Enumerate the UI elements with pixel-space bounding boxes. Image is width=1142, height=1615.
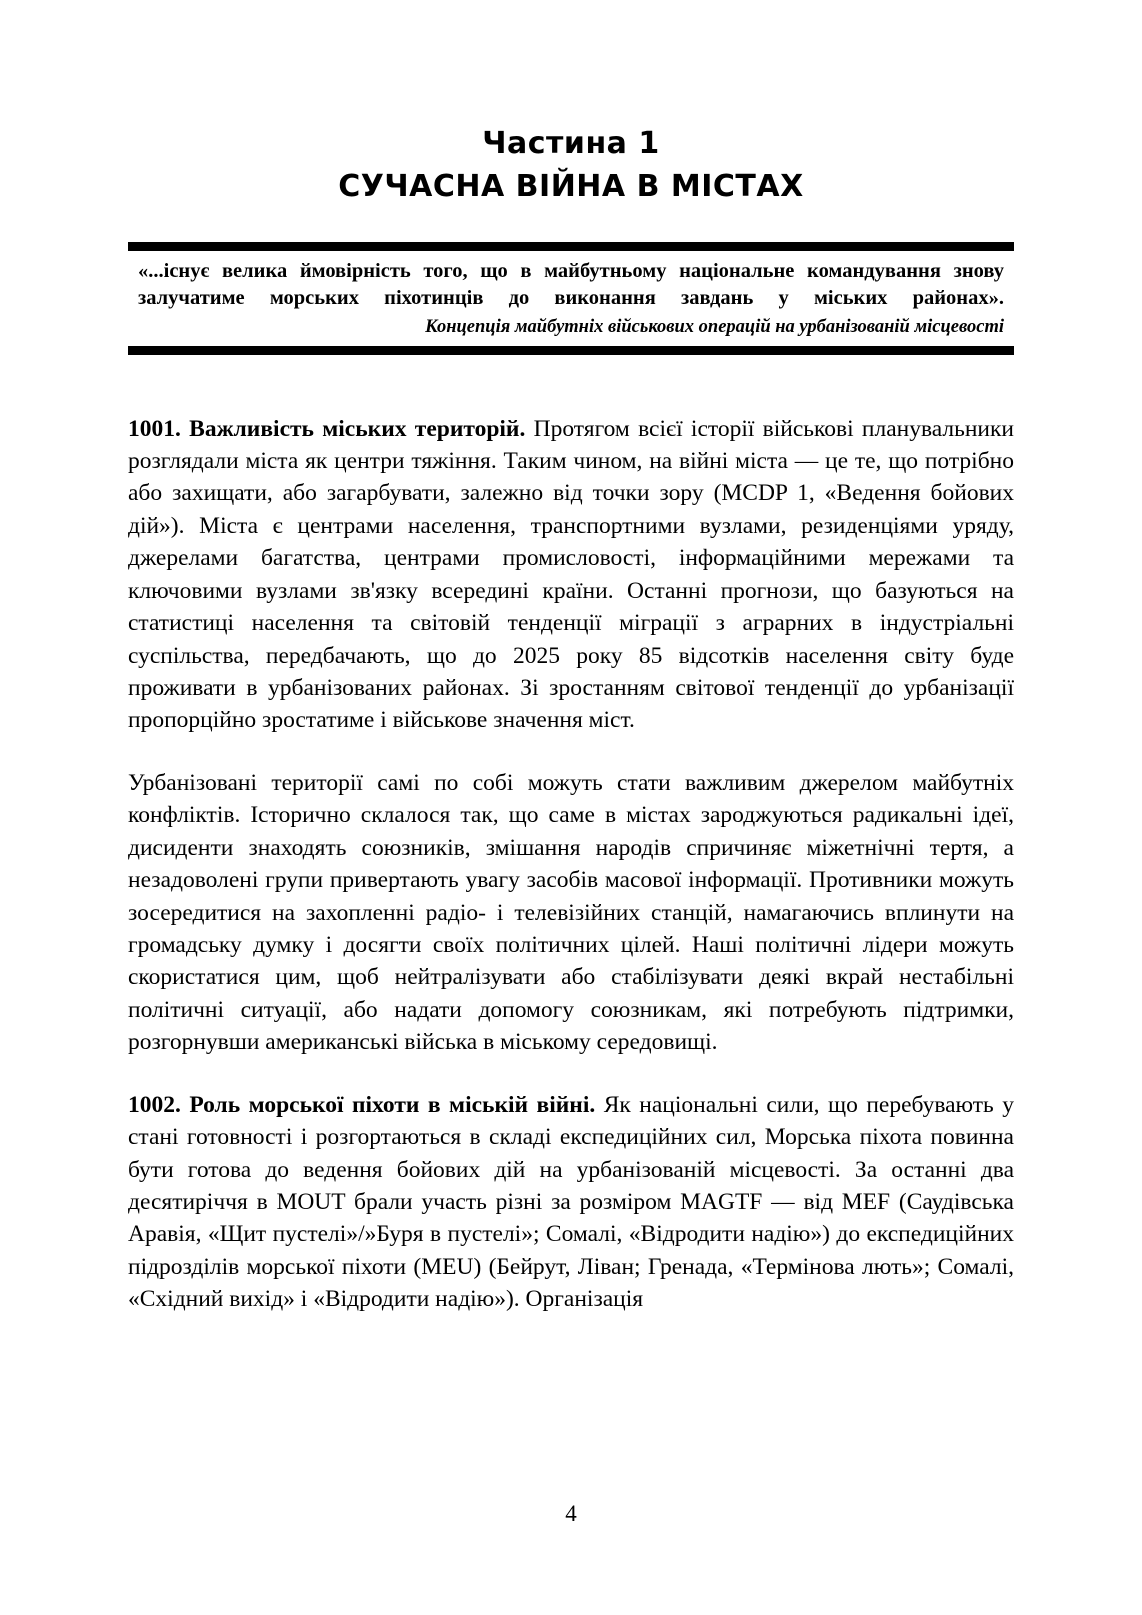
epigraph-quote: «...існує велика ймовірність того, що в майбутньому національне командування знову залучатиме морських піхотинців до виконання завдань у міських районах». [138, 259, 1004, 309]
page-number: 4 [565, 1501, 577, 1526]
section-lead-1002: 1002. Роль морської піхоти в міській війні. [128, 1091, 596, 1118]
section-body-1002: Як національні сили, що перебувають у стані готовності і розгортаються в складі експедиційних сил, Морська піхота повинна бути готова до ведення бойових дій на урбанізованій місцевості. За останні два десятиріччя в MOUT брали участь різні за розміром MAGTF — від MEF (Саудівська Аравія, «Щит пустелі»/»Буря в пустелі»; Сомалі, «Відродити надію») до експедиційних підрозділів морської піхоти (MEU) (Бейрут, Ліван; Гренада, «Термінова лють»; Сомалі, «Східний вихід» і «Відродити надію»). Організація [128, 1091, 1014, 1313]
section-body-1001: Протягом всієї історії військові планувальники розглядали міста як центри тяжіння. Таким чином, на війні міста — це те, що потрібно або захищати, або загарбувати, залежно від точки зору (MCDP 1, «Ведення бойових дій»). Міста є центрами населення, транспортними вузлами, резиденціями уряду, джерелами багатства, центрами промисловості, інформаційними мережами та ключовими вузлами зв'язку всередині країни. Останні прогнози, що базуються на статистиці населення та світовій тенденції міграції з аграрних в індустріальні суспільства, передбачають, що до 2025 року 85 відсотків населення світу буде проживати в урбанізованих районах. Зі зростанням світової тенденції до урбанізації пропорційно зростатиме і військове значення міст. [128, 415, 1014, 734]
paragraph-urbanized-territories [128, 767, 1014, 1059]
paragraph-1001 [128, 413, 1014, 737]
epigraph-box [128, 242, 1014, 355]
page-content [128, 0, 1014, 1316]
body-text [128, 413, 1014, 1316]
section-lead-1001: 1001. Важливість міських територій. [128, 415, 526, 442]
part-label: Частина 1 [482, 126, 660, 161]
epigraph-source: Концепція майбутніх військових операцій на урбанізованій місцевості [425, 316, 1004, 337]
section-body-2: Урбанізовані території самі по собі можуть стати важливим джерелом майбутніх конфліктів. Історично склалося так, що саме в містах зароджуються радикальні ідеї, дисиденти знаходять союзників, змішання народів спричиняє міжетнічні тертя, а незадоволені групи привертають увагу засобів масової інформації. Противники можуть зосередитися на захопленні радіо- і телевізійних станцій, намагаючись вплинути на громадську думку і досягти своїх політичних цілей. Наші політичні лідери можуть скористатися цим, щоб нейтралізувати або стабілізувати деякі вкрай нестабільні політичні ситуації, або надати допомогу союзникам, які потребують підтримки, розгорнувши американські війська в міському середовищі. [128, 769, 1014, 1056]
paragraph-1002 [128, 1089, 1014, 1316]
page-title [128, 125, 1014, 206]
part-title-text: СУЧАСНА ВІЙНА В МІСТАХ [338, 168, 804, 204]
